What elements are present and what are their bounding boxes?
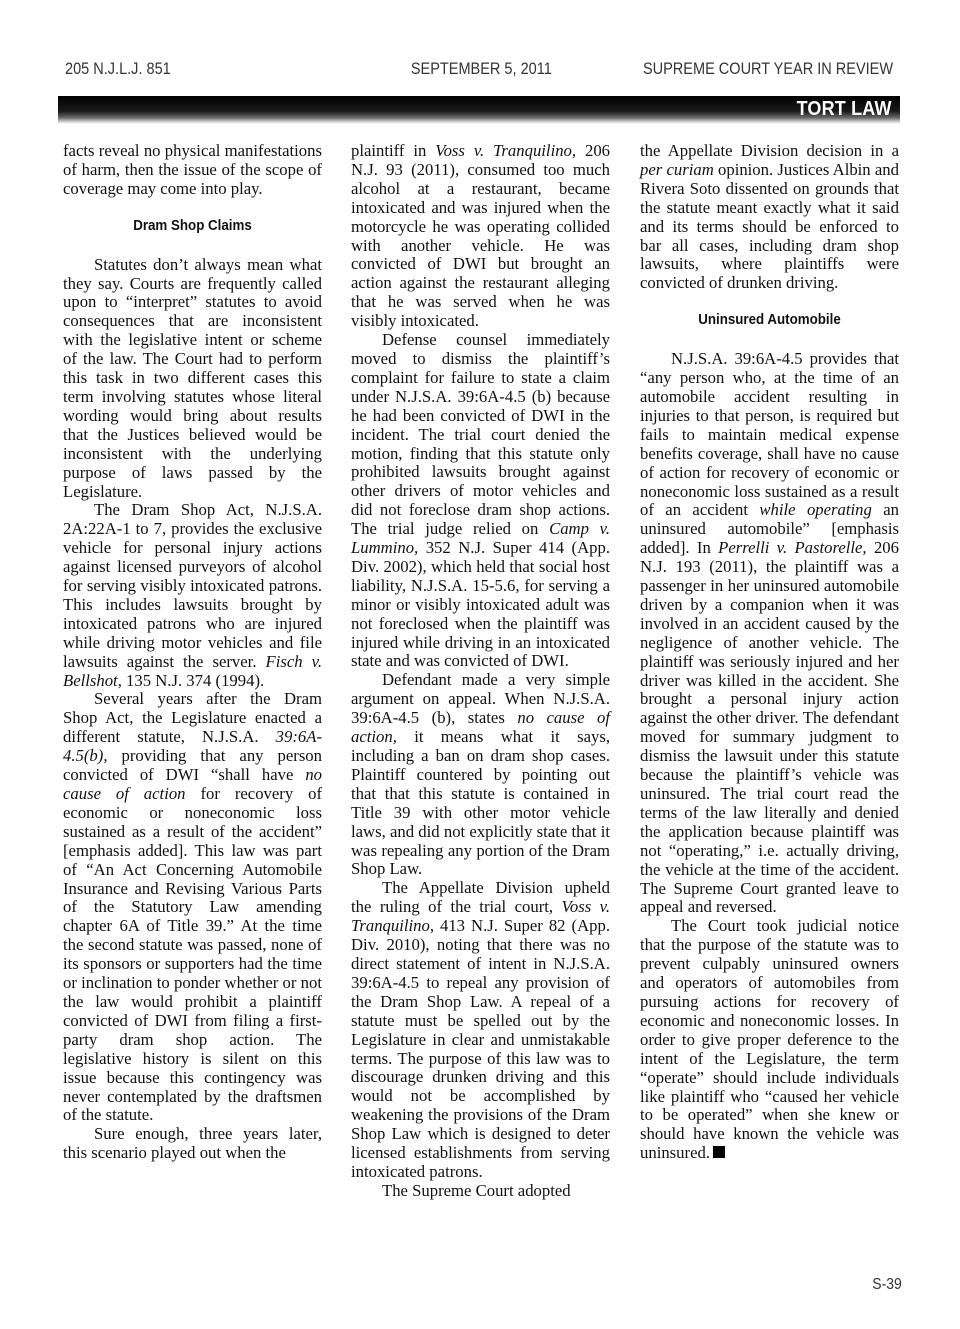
column-2 <box>351 142 610 1201</box>
case-citation: Camp v. Lummino, <box>351 519 610 558</box>
emphasized-phrase: no cause of action <box>63 765 322 803</box>
section-heading-uninsured-automobile: Uninsured Automobile <box>698 312 841 329</box>
column-3 <box>640 142 899 1163</box>
header-citation: 205 N.J.L.J. 851 <box>65 60 171 78</box>
paragraph: The Dram Shop Act, N.J.S.A. 2A:22A-1 to 7, provides the exclusive vehicle for personal injury actions against licensed purveyors of alcohol for serving visibly intoxicated patrons. This includes lawsuits brought by intoxicated patrons who are injured while driving motor vehicles and file lawsuits against the server. Fisch v. Bellshot, 135 N.J. 374 (1994). <box>63 500 323 690</box>
paragraph: the Appellate Division decision in a per curiam opinion. Justices Albin and Rivera Soto dissented on grounds that the statute meant exactly what it said and its terms should be enforced to bar all cases, including dram shop lawsuits, where plaintiffs were convicted of drunken driving. <box>640 141 899 293</box>
paragraph: facts reveal no physical manifestations of harm, then the issue of the scope of coverage may come into play. <box>63 141 322 198</box>
statute-citation: 39:6A-4.5(b), <box>63 727 322 766</box>
paragraph: Several years after the Dram Shop Act, the Legislature enacted a different statute, N.J.S.A. 39:6A-4.5(b), providing that any person convicted of DWI “shall have no cause of action for recovery of economic or noneconomic loss sustained as a result of the accident” [emphasis added]. This law was part of “An Act Concerning Automobile Insurance and Revising Various Parts of the Statutory Law amending chapter 6A of Title 39.” At the time the second statute was passed, none of its sponsors or supporters had the time or inclination to ponder whether or not the law would prohibit a plaintiff convicted of DWI from filing a first-party dram shop action. The legislative history is silent on this issue because this contingency was never contemplated by the draftsmen of the statute. <box>63 689 323 1125</box>
header-rule-bar <box>58 96 900 124</box>
paragraph: Sure enough, three years later, this scenario played out when the <box>63 1124 322 1163</box>
section-tag: TORT LAW <box>796 98 892 120</box>
paragraph: The Court took judicial notice that the purpose of the statute was to prevent culpably uninsured owners and operators of automobiles from pursuing actions for recovery of economic and noneconomic losses. In order to give proper deference to the intent of the Legislature, the term “operate” should include individuals like plaintiff who “caused her vehicle to be operated” when she knew or should have known the vehicle was uninsured. <box>640 916 899 1163</box>
paragraph: Defense counsel immediately moved to dismiss the plaintiff’s complaint for failure to state a claim under N.J.S.A. 39:6A-4.5 (b) because he had been convicted of DWI in the incident. The trial court denied the motion, finding that this statute only prohibited lawsuits brought against other drivers of motor vehicles and did not foreclose dram shop actions. The trial judge relied on Camp v. Lummino, 352 N.J. Super 414 (App. Div. 2002), which held that social host liability, N.J.S.A. 15-5.6, for serving a minor or visibly intoxicated adult was not foreclosed when the plaintiff was injured while driving in an intoxicated state and was convicted of DWI. <box>351 330 610 671</box>
emphasized-phrase: per curiam <box>640 159 714 179</box>
header-date: SEPTEMBER 5, 2011 <box>410 60 552 78</box>
paragraph: Statutes don’t always mean what they say. Courts are frequently called upon to “interpret” statutes to avoid consequences that are inconsistent with the legislative intent or scheme of the law. The Court had to perform this task in two different cases this term involving statutes whose literal wording would bring about results that the Justices believed would be inconsistent with the underlying purpose of laws passed by the Legislature. <box>63 254 322 501</box>
paragraph: The Supreme Court adopted <box>382 1180 571 1200</box>
paragraph: N.J.S.A. 39:6A-4.5 provides that “any person who, at the time of an automobile accident resulting in injuries to that person, is required but fails to maintain medical expense benefits coverage, shall have no cause of action for recovery of economic or noneconomic loss sustained as a result of an accident while operating an uninsured automobile” [emphasis added]. In Perrelli v. Pastorelle, 206 N.J. 193 (2011), the plaintiff was a passenger in her uninsured automobile driven by a companion when it was involved in an accident caused by the negligence of another vehicle. The plaintiff was seriously injured and her driver was killed in the accident. She brought a personal injury action against the other driver. The defendant moved for summary judgment to dismiss the lawsuit under this statute because the plaintiff’s vehicle was uninsured. The trial court read the terms of the law literally and denied the application because plaintiff was not “operating,” i.e. actually driving, the vehicle at the time of the accident. The Supreme Court granted leave to appeal and reversed. <box>640 349 899 917</box>
section-heading-dram-shop: Dram Shop Claims <box>133 217 252 234</box>
paragraph: The Appellate Division upheld the ruling of the trial court, Voss v. Tranquilino, 413 N.J. Super 82 (App. Div. 2010), noting that there was no direct statement of intent in N.J.S.A. 39:6A-4.5 to repeal any provision of the Dram Shop Law. A repeal of a statute must be spelled out by the Legislature in clear and unmistakable terms. The purpose of this law was to discourage drunken driving and this would not be accomplished by weakening the provisions of the Dram Shop Law which is designed to deter licensed establishments from serving intoxicated patrons. <box>351 878 611 1181</box>
case-citation: Voss v. Tranquilino, <box>351 897 611 936</box>
emphasized-phrase: while operating <box>759 500 872 520</box>
paragraph: plaintiff in Voss v. Tranquilino, 206 N.J. 93 (2011), consumed too much alcohol at a restaurant, became intoxicated and was injured when the motorcycle he was operating collided with another vehicle. He was convicted of DWI but brought an action against the restaurant alleging that he was served when he was visibly intoxicated. <box>351 141 611 331</box>
column-1 <box>63 142 322 1163</box>
case-citation: Fisch v. Bellshot, <box>63 651 323 690</box>
case-citation: Voss v. Tranquilino, <box>435 141 577 160</box>
paragraph: Defendant made a very simple argument on appeal. When N.J.S.A. 39:6A-4.5 (b), states no cause of action, it means what it says, including a ban on dram shop cases. Plaintiff countered by pointing out that that this statute is contained in Title 39 with other motor vehicle laws, and did not explicitly state that it was repealing any portion of the Dram Shop Law. <box>351 670 611 879</box>
page-number: S-39 <box>872 1276 902 1293</box>
end-of-article-mark <box>713 1146 725 1158</box>
running-header <box>65 58 894 84</box>
header-publication: SUPREME COURT YEAR IN REVIEW <box>642 60 894 78</box>
case-citation: Perrelli v. Pastorelle, <box>718 538 867 558</box>
emphasized-phrase: no cause of action, <box>351 708 611 747</box>
